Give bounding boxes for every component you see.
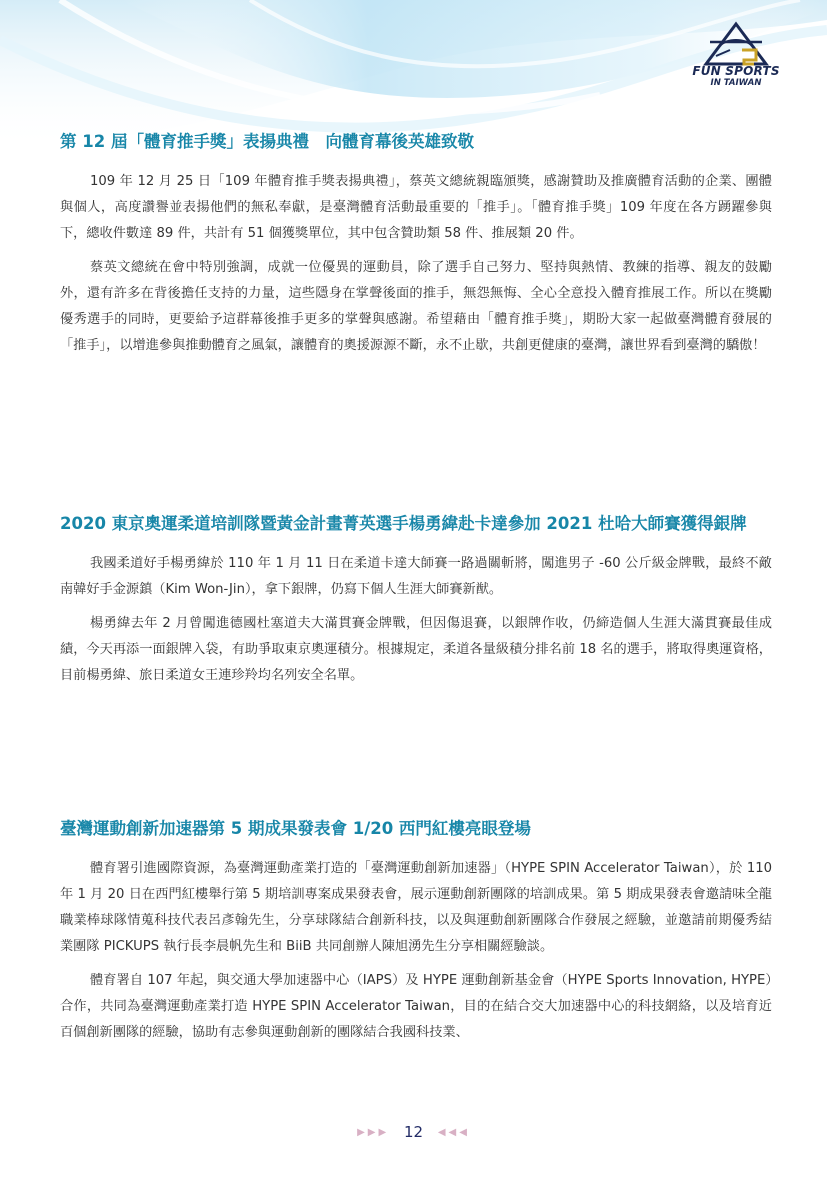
- page-number: 12: [403, 1123, 424, 1141]
- body-paragraph: 我國柔道好手楊勇緯於 110 年 1 月 11 日在柔道卡達大師賽一路過關斬將，闖進男子 -60 公斤級金牌戰，最終不敵南韓好手金源鎮（Kim Won-Jin），拿下銀牌，仍寫下個人生涯大師賽新猷。: [60, 556, 772, 597]
- section-heading: 2020 東京奧運柔道培訓隊暨黃金計畫菁英選手楊勇緯赴卡達參加 2021 杜哈大師賽獲得銀牌: [60, 514, 747, 533]
- body-paragraph: 109 年 12 月 25 日「109 年體育推手獎表揚典禮」，蔡英文總統親臨頒獎，感謝贊助及推廣體育活動的企業、團體與個人，高度讚譽並表揚他們的無私奉獻，是臺灣體育活動最重要的「推手」。「體育推手獎」109 年度在各方踴躍參與下，總收件數達 89 件，共計有 51 個獲獎單位，其中包含贊助類 58 件、推展類 20 件。: [60, 174, 772, 241]
- body-paragraph: 蔡英文總統在會中特別強調，成就一位優異的運動員，除了選手自己努力、堅持與熱情、教練的指導、親友的鼓勵外，還有許多在背後擔任支持的力量，這些隱身在掌聲後面的推手，無怨無悔、全心全意投入體育推展工作。所以在獎勵優秀選手的同時，更要給予這群幕後推手更多的掌聲與感謝。希望藉由「體育推手獎」，期盼大家一起做臺灣體育發展的「推手」，以增進參與推動體育之風氣，讓體育的奧援源源不斷，永不止歇，共創更健康的臺灣，讓世界看到臺灣的驕傲！: [60, 260, 772, 353]
- body-paragraph: 體育署自 107 年起，與交通大學加速器中心（IAPS）及 HYPE 運動創新基金會（HYPE Sports Innovation, HYPE）合作，共同為臺灣運動產業打造 HYPE SPIN Accelerator Taiwan，目的在結合交大加速器中心的科技網絡，以及培育近百個創新團隊的經驗，協助有志參與運動創新的團隊結合我國科技業、: [60, 973, 772, 1040]
- page-footer: [0, 1123, 827, 1141]
- left-arrows-icon: ▶▶▶: [357, 1127, 390, 1138]
- section-heading: 第 12 屆「體育推手獎」表揚典禮 向體育幕後英雄致敬: [60, 132, 474, 151]
- right-arrows-icon: ◀◀◀: [437, 1127, 470, 1138]
- article-section-accelerator: [60, 815, 772, 1054]
- article-section-award: [60, 128, 772, 367]
- logo-subtitle: IN TAIWAN: [710, 78, 762, 88]
- logo-title: FUN SPORTS: [692, 64, 780, 78]
- body-paragraph: 體育署引進國際資源，為臺灣運動產業打造的「臺灣運動創新加速器」（HYPE SPIN Accelerator Taiwan），於 110 年 1 月 20 日在西門紅樓舉行第 5 期培訓專案成果發表會，展示運動創新團隊的培訓成果。第 5 期成果發表會邀請味全龍職業棒球隊情蒐科技代表呂彥翰先生，分享球隊結合創新科技，以及與運動創新團隊合作發展之經驗，並邀請前期優秀結業團隊 PICKUPS 執行長李晨帆先生和 BiiB 共同創辦人陳旭湧先生分享相關經驗談。: [60, 861, 772, 954]
- section-heading: 臺灣運動創新加速器第 5 期成果發表會 1/20 西門紅樓亮眼登場: [60, 819, 531, 838]
- body-paragraph: 楊勇緯去年 2 月曾闖進德國杜塞道夫大滿貫賽金牌戰，但因傷退賽，以銀牌作收，仍締造個人生涯大滿貫賽最佳成績，今天再添一面銀牌入袋，有助爭取東京奧運積分。根據規定，柔道各量級積分排名前 18 名的選手，將取得奧運資格，目前楊勇緯、旅日柔道女王連珍羚均名列安全名單。: [60, 616, 772, 683]
- article-section-judo: [60, 510, 772, 697]
